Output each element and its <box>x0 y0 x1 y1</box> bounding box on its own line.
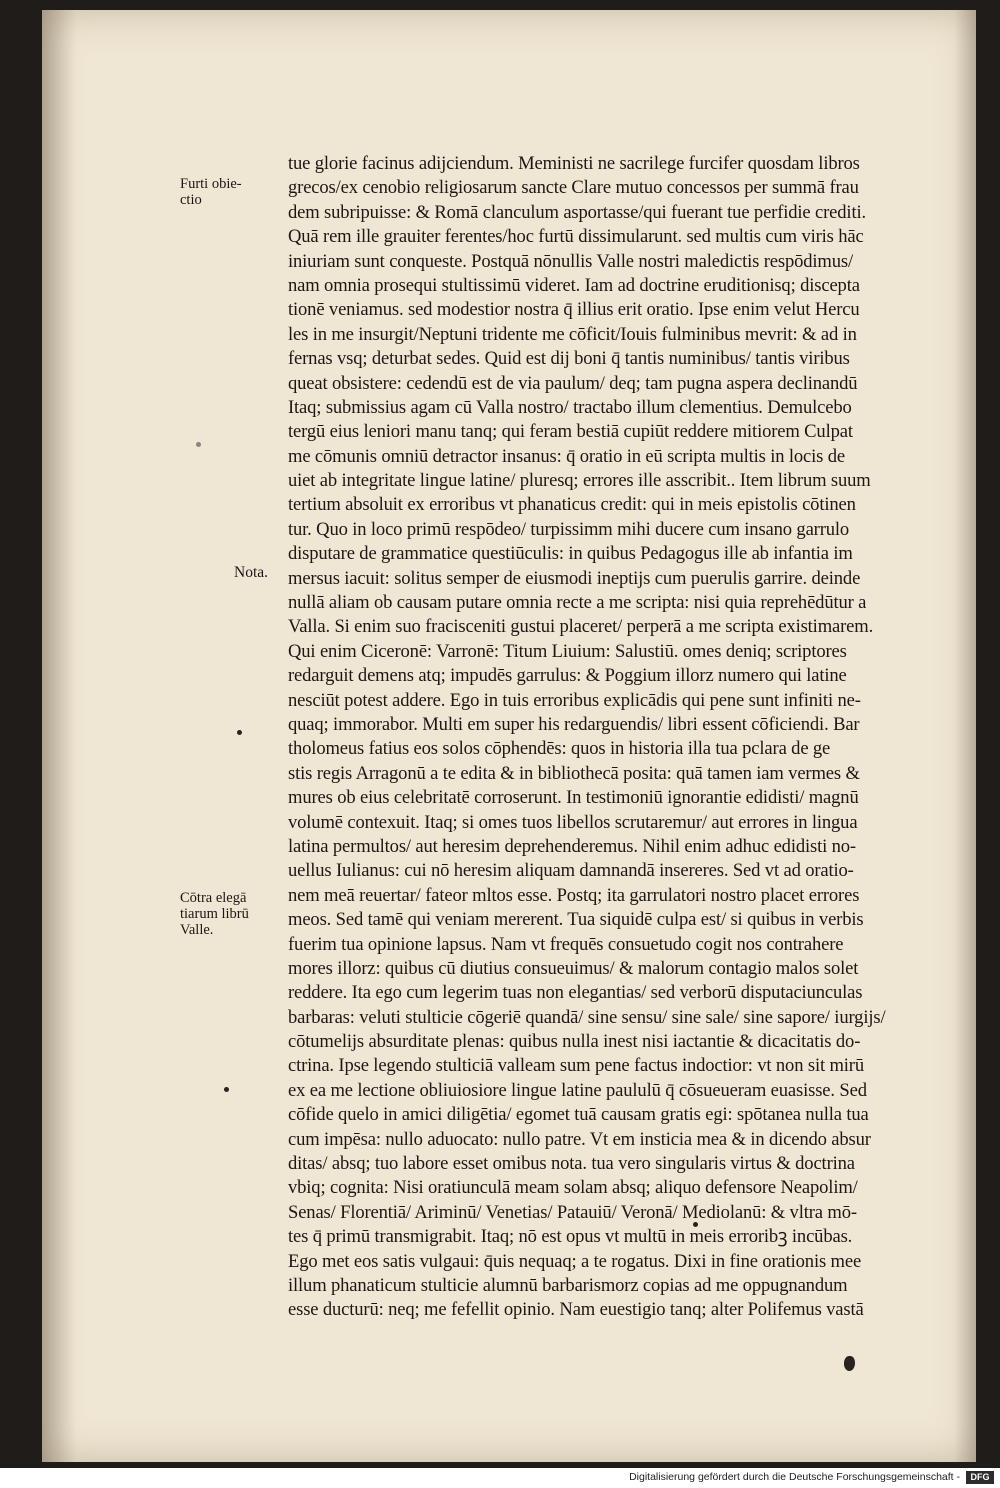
text-line: Senas/ Florentiā/ Ariminū/ Venetias/ Patauiū/ Veronā/ Mediolanū: & vltra mō- <box>288 1201 857 1223</box>
text-line: dem subripuisse: & Romā clanculum asportasse/qui fuerant tue perfidie crediti. <box>288 201 866 223</box>
text-line: nullā aliam ob causam putare omnia recte a me scripta: nisi quia reprehēdūtur a <box>288 592 867 614</box>
text-line: tholomeus fatius eos solos cōphendēs: quos in historia illa tua pclara de ge <box>288 738 831 760</box>
text-line: iniuriam sunt conqueste. Postquā nōnullis Valle nostri maledictis respōdimus/ <box>288 250 853 272</box>
text-line: nam omnia prosequi stultissimū videret. Iam ad doctrine eruditionisq; discepta <box>288 274 860 296</box>
text-line: barbaras: veluti stulticie cōgeriē quandā/ sine sensu/ sine sale/ sine sapore/ iurgijs/ <box>288 1006 886 1028</box>
margin-note-line: Cōtra elegā <box>180 890 247 906</box>
text-line: ctrina. Ipse legendo stulticiā valleam sum pene factus indoctior: vt non sit mirū <box>288 1055 864 1077</box>
text-line: illum phanaticum stulticie alumnū barbarismorz copias ad me oppugnandum <box>288 1274 848 1296</box>
margin-note-line: ctio <box>180 192 202 208</box>
ink-speck <box>224 1087 229 1092</box>
dfg-logo: DFG <box>966 1471 994 1484</box>
text-line: fuerim tua opinione lapsus. Nam vt frequēs consuetudo cogit nos contrahere <box>288 933 844 955</box>
text-line: Valla. Si enim suo fracisceniti gustui placeret/ perperā a me scripta existimarem. <box>288 616 874 638</box>
text-line: Ego met eos satis vulgaui: q̄uis nequaq; a te rogatus. Dixi in fine orationis mee <box>288 1250 862 1272</box>
text-line: reddere. Ita ego cum legerim tuas non elegantias/ sed verborū disputaciunculas <box>288 982 863 1004</box>
text-line: ex ea me lectione obliuiosiore lingue latine paululū q̄ cōsueueram euasisse. Sed <box>288 1079 867 1101</box>
text-line: mersus iacuit: solitus semper de eiusmodi ineptijs cum puerulis garrire. deinde <box>288 567 861 589</box>
text-line: queat obsistere: cedendū est de via paulum/ deq; tam pugna aspera declinandū <box>288 372 858 394</box>
text-line: cōfide quelo in amici diligētia/ egomet tuā causam gratis egi: spōtanea nulla tua <box>288 1104 869 1126</box>
text-line: tue glorie facinus adijciendum. Meministi ne sacrilege furcifer quosdam libros <box>288 153 860 174</box>
margin-note-nota: Nota. <box>234 564 269 581</box>
text-line: quaq; immorabor. Multi em super his redarguendis/ libri essent cōficiendi. Bar <box>288 713 860 735</box>
margin-note-cotra <box>180 890 249 938</box>
text-line: tionē veniamus. sed modestior nostra q̄ illius erit oratio. Ipse enim velut Hercu <box>288 299 860 321</box>
ink-speck <box>237 730 242 735</box>
text-line: mures ob eius celebritatē corroserunt. In testimoniū ignorantie edidisti/ magnū <box>288 787 859 809</box>
text-line: les in me insurgit/Neptuni tridente me cōficit/Iouis fulminibus mevrit: & ad in <box>288 323 857 345</box>
text-line: uiet ab integritate lingue latine/ pluresq; errores ille asscribit.. Item librum suum <box>288 470 871 492</box>
text-line: Quā rem ille grauiter ferentes/hoc furtū dissimularunt. sed multis cum viris hāc <box>288 226 864 248</box>
text-line: tes q̄ primū transmigrabit. Itaq; nō est opus vt multū in meis erroribꝫ incūbas. <box>288 1226 853 1248</box>
text-line: tertium absoluit ex erroribus vt phanaticus credit: qui in meis epistolis cōtinen <box>288 494 856 516</box>
text-line: vbiq; cognita: Nisi oratiunculā meam solam absq; aliquo defensore Neapolim/ <box>288 1177 858 1199</box>
text-line: redarguit demens atq; impudēs garrulus: & Poggium illorz numero qui latine <box>288 665 847 687</box>
text-line: cōtumelijs absurditate plenas: quibus nulla inest nisi iactantie & dicacitatis do- <box>288 1031 861 1053</box>
footer-bar <box>0 1468 1000 1488</box>
margin-note-line: tiarum librū <box>180 906 249 922</box>
document-page <box>42 10 976 1462</box>
text-line: mores illorz: quibus cū diutius consueuimus/ & malorum contagio malos solet <box>288 957 859 979</box>
body-text <box>288 152 978 1323</box>
footer-attribution: Digitalisierung gefördert durch die Deutsche Forschungsgemeinschaft - <box>629 1471 960 1483</box>
text-line: grecos/ex cenobio religiosarum sancte Clare mutuo concessos per summā frau <box>288 177 859 199</box>
ink-blot <box>844 1356 855 1371</box>
margin-note-furti <box>180 176 242 208</box>
text-line: esse ducturū: neq; me fefellit opinio. Nam euestigio tanq; alter Polifemus vastā <box>288 1299 864 1321</box>
text-line: meos. Sed tamē qui veniam mererent. Tua siquidē culpa est/ si quibus in verbis <box>288 909 864 931</box>
text-line: nesciūt potest addere. Ego in tuis erroribus explicādis qui pene sunt infiniti ne- <box>288 689 861 711</box>
text-line: ditas/ absq; tuo labore esset omibus nota. tua vero singularis virtus & doctrina <box>288 1153 855 1175</box>
text-line: disputare de grammatice questiūculis: in quibus Pedagogus ille ab infantia im <box>288 543 853 565</box>
text-line: volumē contexuit. Itaq; si omes tuos libellos scrutaremur/ aut errores in lingua <box>288 811 858 833</box>
text-line: Itaq; submissius agam cū Valla nostro/ tractabo illum clementius. Demulcebo <box>288 396 852 418</box>
text-line: tergū eius leniori manu tanq; qui feram bestiā cupiūt reddere mitiorem Culpat <box>288 421 853 443</box>
text-line: latina permultos/ aut heresim deprehenderemus. Nihil enim adhuc edidisti no- <box>288 835 856 857</box>
text-line: me cōmunis omniū detractor insanus: q̄ oratio in eū scripta multis in locis de <box>288 445 846 467</box>
text-line: tur. Quo in loco primū respōdeo/ turpissimm mihi ducere cum insano garrulo <box>288 518 850 540</box>
text-line: stis regis Arragonū a te edita & in bibliothecā posita: quā tamen iam vermes & <box>288 762 860 784</box>
text-line: uellus Iulianus: cui nō heresim aliquam damnandā insereres. Sed vt ad oratio- <box>288 860 854 882</box>
text-line: Qui enim Ciceronē: Varronē: Titum Liuium: Salustiū. omes deniq; scriptores <box>288 640 847 662</box>
margin-note-line: Valle. <box>180 922 214 938</box>
margin-note-line: Furti obie- <box>180 176 242 192</box>
ink-speck <box>196 442 201 447</box>
text-line: nem meā reuertar/ fateor mltos esse. Postq; ita garrulatori nostro placet errores <box>288 884 860 906</box>
text-line: fernas vsq; deturbat sedes. Quid est dij boni q̄ tantis numinibus/ tantis viribus <box>288 348 850 370</box>
text-line: cum impēsa: nullo aduocato: nullo patre. Vt em insticia mea & in dicendo absur <box>288 1128 871 1150</box>
